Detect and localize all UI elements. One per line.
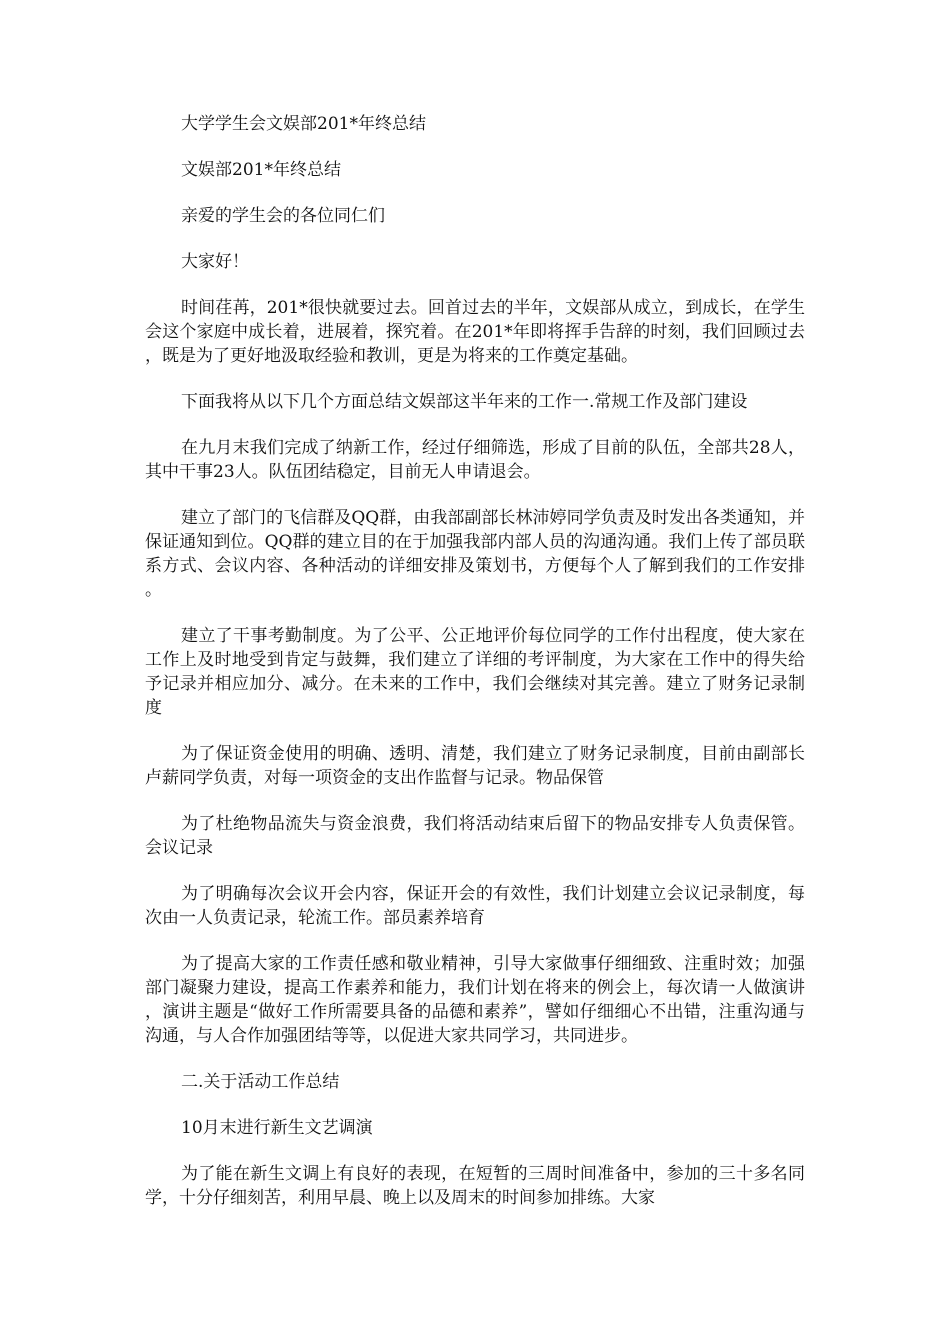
paragraph: 下面我将从以下几个方面总结文娱部这半年来的工作一.常规工作及部门建设 xyxy=(181,392,748,412)
paragraph: 为了提高大家的工作责任感和敬业精神，引导大家做事仔细细致、注重时效；加强部门凝聚力建设，提高工作素养和能力，我们计划在将来的例会上，每次请一人做演讲，演讲主题是“做好工作所需要具备的品德和素养”，譬如仔细细心不出错，注重沟通与沟通，与人合作加强团结等等，以促进大家共同学习，共同进步。 xyxy=(145,954,805,1046)
paragraph: 为了杜绝物品流失与资金浪费，我们将活动结束后留下的物品安排专人负责保管。会议记录 xyxy=(145,814,805,858)
paragraph: 在九月末我们完成了纳新工作，经过仔细筛选，形成了目前的队伍，全部共28人，其中干事23人。队伍团结稳定，目前无人申请退会。 xyxy=(145,438,805,482)
document-title: 大学学生会文娱部201*年终总结 xyxy=(181,114,426,134)
paragraph: 建立了干事考勤制度。为了公平、公正地评价每位同学的工作付出程度，使大家在工作上及时地受到肯定与鼓舞，我们建立了详细的考评制度，为大家在工作中的得失给予记录并相应加分、减分。在未来的工作中，我们会继续对其完善。建立了财务记录制度 xyxy=(145,626,805,718)
paragraph: 为了能在新生文调上有良好的表现，在短暂的三周时间准备中，参加的三十多名同学，十分仔细刻苦，利用早晨、晚上以及周末的时间参加排练。大家 xyxy=(145,1164,805,1208)
section-heading: 二.关于活动工作总结 xyxy=(181,1072,340,1092)
document-page xyxy=(145,112,805,1232)
subsection-heading: 10月末进行新生文艺调演 xyxy=(181,1118,373,1138)
salutation: 亲爱的学生会的各位同仁们 xyxy=(181,206,385,226)
paragraph: 为了明确每次会议开会内容，保证开会的有效性，我们计划建立会议记录制度，每次由一人负责记录，轮流工作。部员素养培育 xyxy=(145,884,805,928)
greeting: 大家好！ xyxy=(181,252,249,272)
paragraph: 为了保证资金使用的明确、透明、清楚，我们建立了财务记录制度，目前由副部长卢薪同学负责，对每一项资金的支出作监督与记录。物品保管 xyxy=(145,744,805,788)
document-subtitle: 文娱部201*年终总结 xyxy=(181,160,341,180)
paragraph: 建立了部门的飞信群及QQ群，由我部副部长林沛婷同学负责及时发出各类通知，并保证通知到位。QQ群的建立目的在于加强我部内部人员的沟通沟通。我们上传了部员联系方式、会议内容、各种活动的详细安排及策划书，方便每个人了解到我们的工作安排。 xyxy=(145,508,805,600)
paragraph: 时间荏苒，201*很快就要过去。回首过去的半年，文娱部从成立，到成长，在学生会这个家庭中成长着，进展着，探究着。在201*年即将挥手告辞的时刻，我们回顾过去，既是为了更好地汲取经验和教训，更是为将来的工作奠定基础。 xyxy=(145,298,805,366)
